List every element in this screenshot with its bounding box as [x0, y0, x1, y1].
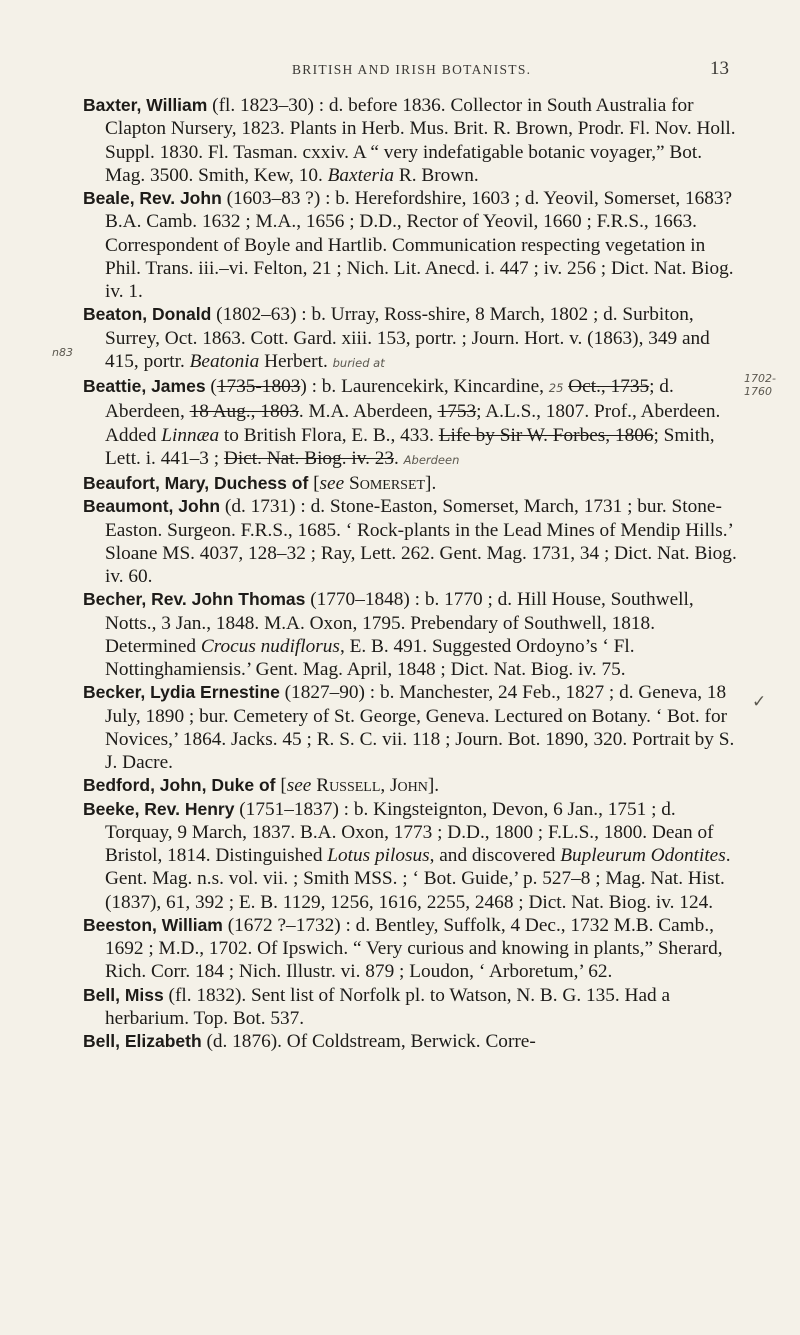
headword: Beattie, James [83, 376, 206, 396]
headword: Beaumont, John [83, 496, 221, 517]
entry-beeke [83, 798, 743, 914]
handwritten-correction: 25 [548, 381, 564, 395]
handwritten-annotation: Aberdeen [403, 452, 460, 467]
entry-beaufort [83, 472, 743, 495]
struck-text: 1735-1803 [216, 376, 301, 397]
entry-bell-elizabeth [83, 1030, 743, 1053]
running-head: BRITISH AND IRISH BOTANISTS. [292, 62, 532, 77]
headword: Beaufort, Mary, Duchess of [83, 473, 309, 493]
headword: Beeston, William [83, 914, 223, 935]
margin-annotation-right: 1702-1760 [744, 372, 776, 398]
plant-species: Crocus nudiflorus [200, 635, 340, 657]
entry-bedford [83, 774, 743, 797]
headword: Beaton, Donald [83, 304, 212, 325]
struck-text: 1753 [437, 401, 477, 423]
entry-becker [83, 681, 743, 774]
entry-beeston [83, 914, 743, 984]
entry-text: ; d. Aberdeen, [105, 376, 674, 423]
entry-text: ) : b. Laurencekirk, Kincardine, [300, 376, 549, 397]
struck-text: Oct., 1735 [568, 376, 650, 397]
entry-baxter [83, 94, 743, 187]
headword: Beeke, Rev. Henry [83, 798, 235, 819]
entry-text: ; A.L.S., 1807. Prof., Aberdeen. Added [105, 401, 721, 446]
struck-text: Dict. Nat. Biog. iv. 23 [223, 447, 395, 469]
entry-text: (1827–90) : b. Manchester, 24 Feb., 1827 ; d. Geneva, 18 July, 1890 ; bur. Cemetery of St. George, Geneva. Lectured on Botany. ‘ Bot. for Novices,’ 1864. Jacks. 45 ; R. S. C. vii. 118 ; Journ. Bot. 1890, 320. Portrait by S. J. Dacre. [105, 682, 735, 773]
headword: Beale, Rev. John [83, 188, 222, 208]
entry-beaumont [83, 495, 743, 588]
entry-text: (d. 1731) : d. Stone-Easton, Somerset, March, 1731 ; bur. Stone-Easton. Surgeon. F.R.S., 1685. ‘ Rock-plants in the Lead Mines of Mendip Hills.’ Sloane MS. 4037, 128–32 ; Ray, Lett. 262. Gent. Mag. 1731, 34 ; Dict. Nat. Biog. iv. 60. [105, 496, 737, 587]
see-reference: see [286, 775, 312, 797]
headword: Bell, Elizabeth [83, 1031, 202, 1051]
headword: Baxter, William [83, 95, 208, 115]
headword: Bedford, John, Duke of [83, 775, 276, 796]
entry-beaton [83, 303, 743, 375]
plant-genus: Linnæa [161, 424, 220, 446]
entry-text: (1770–1848) : b. 1770 ; d. Hill House, Southwell, Notts., 3 Jan., 1848. M.A. Oxon, 1795. Prebendary of Southwell, 1818. Determined [105, 589, 694, 657]
entry-text: ]. [427, 775, 440, 797]
entry-beale [83, 187, 743, 303]
headword: Becher, Rev. John Thomas [83, 589, 306, 610]
plant-species: Bupleurum Odontites [560, 845, 726, 866]
entry-text: (fl. 1823–30) : d. before 1836. Collector in South Australia for Clapton Nursery, 1823. Plants in Herb. Mus. Brit. R. Brown, Prodr. Fl. Nov. Holl. Suppl. 1830. Fl. Tasman. cxxiv. A “ very indefatigable botanic voyager,” Bot. Mag. 3500. Smith, Kew, 10. [105, 95, 736, 186]
entry-text: ( [205, 376, 217, 397]
entry-text: to British Flora, E. B., 433. [219, 424, 439, 446]
entry-text: . M.A. Aberdeen, [298, 401, 438, 423]
entry-text: (1672 ?–1732) : d. Bentley, Suffolk, 4 Dec., 1732 M.B. Camb., 1692 ; M.D., 1702. Of Ipswich. “ Very curious and knowing in plants,” Sherard, Rich. Corr. 184 ; Nich. Illustr. vi. 879 ; Loudon, ‘ Arboretum,’ 62. [105, 914, 723, 983]
cross-reference: Somerset [348, 473, 426, 494]
headword: Bell, Miss [83, 984, 164, 1005]
entry-text: ]. [425, 473, 437, 494]
entry-text: [ [275, 775, 287, 797]
struck-text: 18 Aug., 1803 [189, 401, 299, 423]
entry-text: , and discovered [429, 845, 561, 866]
entry-text: R. Brown. [394, 164, 479, 186]
struck-text: Life by Sir W. Forbes, 1806 [438, 424, 654, 446]
page-number: 13 [710, 58, 729, 79]
entry-text: , E. B. 491. Suggested Ordoyno’s ‘ Fl. Nottinghamiensis.’ Gent. Mag. April, 1848 ; Dict. Nat. Biog. iv. 75. [105, 635, 635, 680]
cross-reference: Russell, John [316, 775, 428, 797]
entry-bell-miss [83, 984, 743, 1031]
entry-text: ; Smith, Lett. i. 441–3 ; [105, 424, 715, 469]
entry-list [83, 94, 743, 1053]
check-mark-icon: ✓ [752, 692, 767, 712]
plant-genus: Baxteria [327, 164, 395, 186]
entry-text: (fl. 1832). Sent list of Norfolk pl. to Watson, N. B. G. 135. Had a herbarium. Top. Bot. 537. [105, 984, 671, 1029]
plant-species: Lotus pilosus [327, 845, 430, 866]
margin-annotation-left: n83 [52, 346, 73, 359]
entry-text: Herbert. [259, 350, 328, 372]
see-reference: see [319, 473, 345, 494]
entry-text: (d. 1876). Of Coldstream, Berwick. Corre- [201, 1031, 536, 1052]
headword: Becker, Lydia Ernestine [83, 682, 280, 703]
entry-text: (1603–83 ?) : b. Herefordshire, 1603 ; d. Yeovil, Somerset, 1683? B.A. Camb. 1632 ; M.A., 1656 ; D.D., Rector of Yeovil, 1660 ; F.R.S., 1663. Correspondent of Boyle and Hartlib. Communication respecting vegetation in Phil. Trans. iii.–vi. Felton, 21 ; Nich. Lit. Anecd. i. 447 ; iv. 256 ; Dict. Nat. Biog. iv. 1. [105, 188, 734, 302]
plant-genus: Beatonia [189, 350, 260, 372]
handwritten-annotation: buried at [332, 355, 385, 370]
entry-text: . Gent. Mag. n.s. vol. vii. ; Smith MSS. ; ‘ Bot. Guide,’ p. 527–8 ; Mag. Nat. Hist. (1837), 61, 392 ; E. B. 1129, 1256, 1616, 2255, 2468 ; Dict. Nat. Biog. iv. 124. [105, 845, 731, 913]
entry-text: [ [308, 473, 320, 494]
entry-beattie [83, 375, 743, 472]
entry-becher [83, 588, 743, 681]
entry-text: (1802–63) : b. Urray, Ross-shire, 8 March, 1802 ; d. Surbiton, Surrey, Oct. 1863. Cott. Gard. xiii. 153, portr. ; Journ. Hort. v. (1863), 349 and 415, portr. [105, 304, 710, 372]
entry-text: . [394, 447, 404, 469]
entry-text: (1751–1837) : b. Kingsteignton, Devon, 6 Jan., 1751 ; d. Torquay, 9 March, 1837. B.A. Oxon, 1773 ; D.D., 1800 ; F.L.S., 1800. Dean of Bristol, 1814. Distinguished [105, 798, 714, 866]
